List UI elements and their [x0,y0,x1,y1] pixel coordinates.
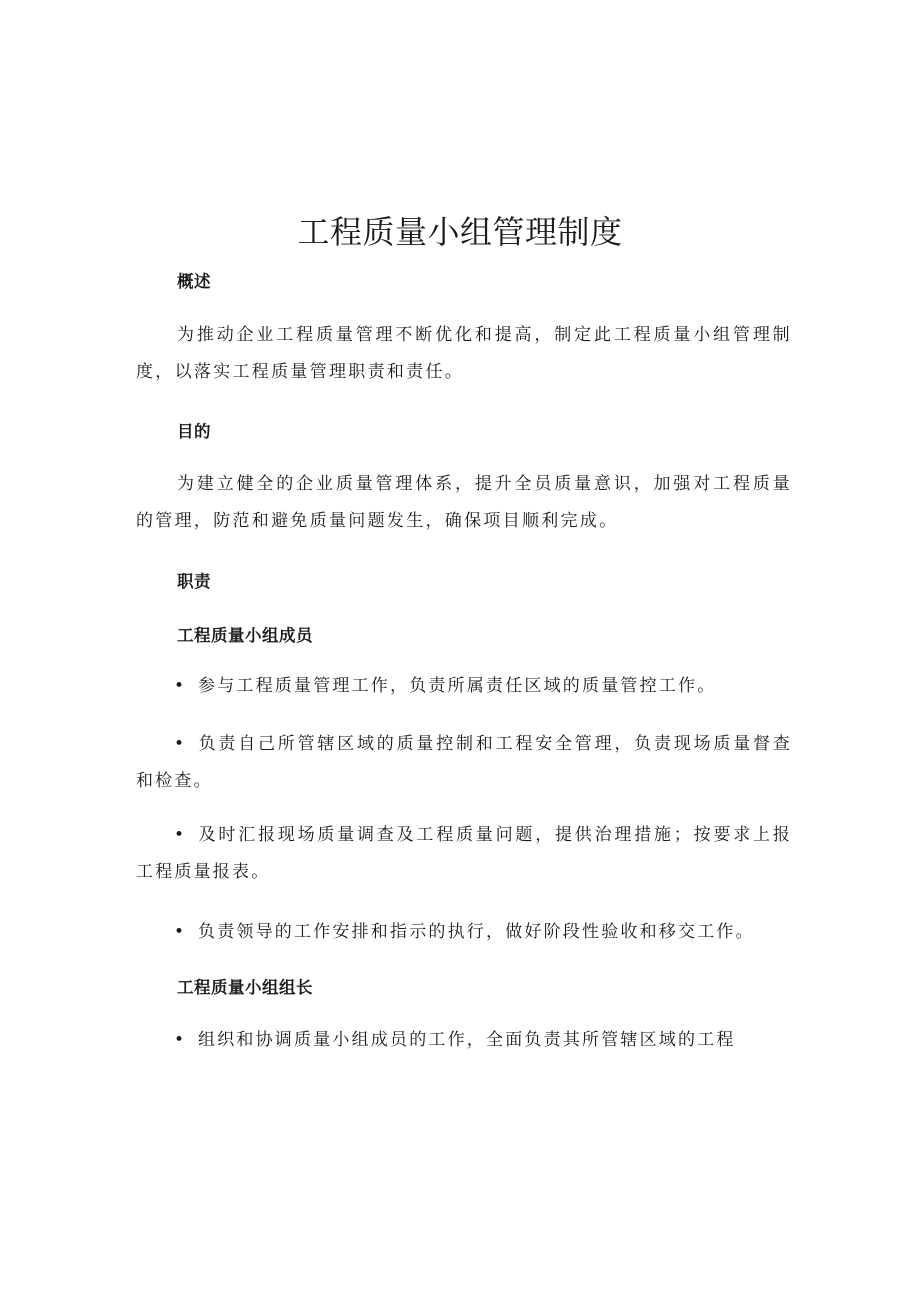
bullet-marker: • [174,1030,185,1050]
section-heading-duties: 职责 [177,572,211,591]
list-item [136,817,792,891]
document-title: 工程质量小组管理制度 [297,213,623,251]
list-item [136,668,792,705]
bullet-marker: • [174,676,185,696]
subheading-leader: 工程质量小组组长 [177,978,313,997]
section-heading-purpose: 目的 [177,422,211,441]
list-item [136,726,792,800]
list-item-text: 参与工程质量管理工作，负责所属责任区域的质量管控工作。 [198,676,717,696]
purpose-paragraph: 为建立健全的企业质量管理体系，提升全员质量意识，加强对工程质量的管理，防范和避免质量问题发生，确保项目顺利完成。 [136,474,792,531]
list-item-text: 组织和协调质量小组成员的工作，全面负责其所管辖区域的工程 [198,1030,736,1050]
list-item [136,914,792,951]
bullet-marker: • [174,825,185,845]
list-item-text: 负责自己所管辖区域的质量控制和工程安全管理，负责现场质量督查和检查。 [136,734,792,791]
list-item-text: 负责领导的工作安排和指示的执行，做好阶段性验收和移交工作。 [198,922,755,942]
list-item [136,1022,792,1059]
bullet-marker: • [174,922,185,942]
overview-paragraph: 为推动企业工程质量管理不断优化和提高，制定此工程质量小组管理制度，以落实工程质量管理职责和责任。 [136,325,792,382]
section-heading-overview: 概述 [177,272,211,291]
bullet-marker: • [174,734,185,754]
list-item-text: 及时汇报现场质量调查及工程质量问题，提供治理措施；按要求上报工程质量报表。 [136,825,792,882]
subheading-members: 工程质量小组成员 [177,626,313,645]
